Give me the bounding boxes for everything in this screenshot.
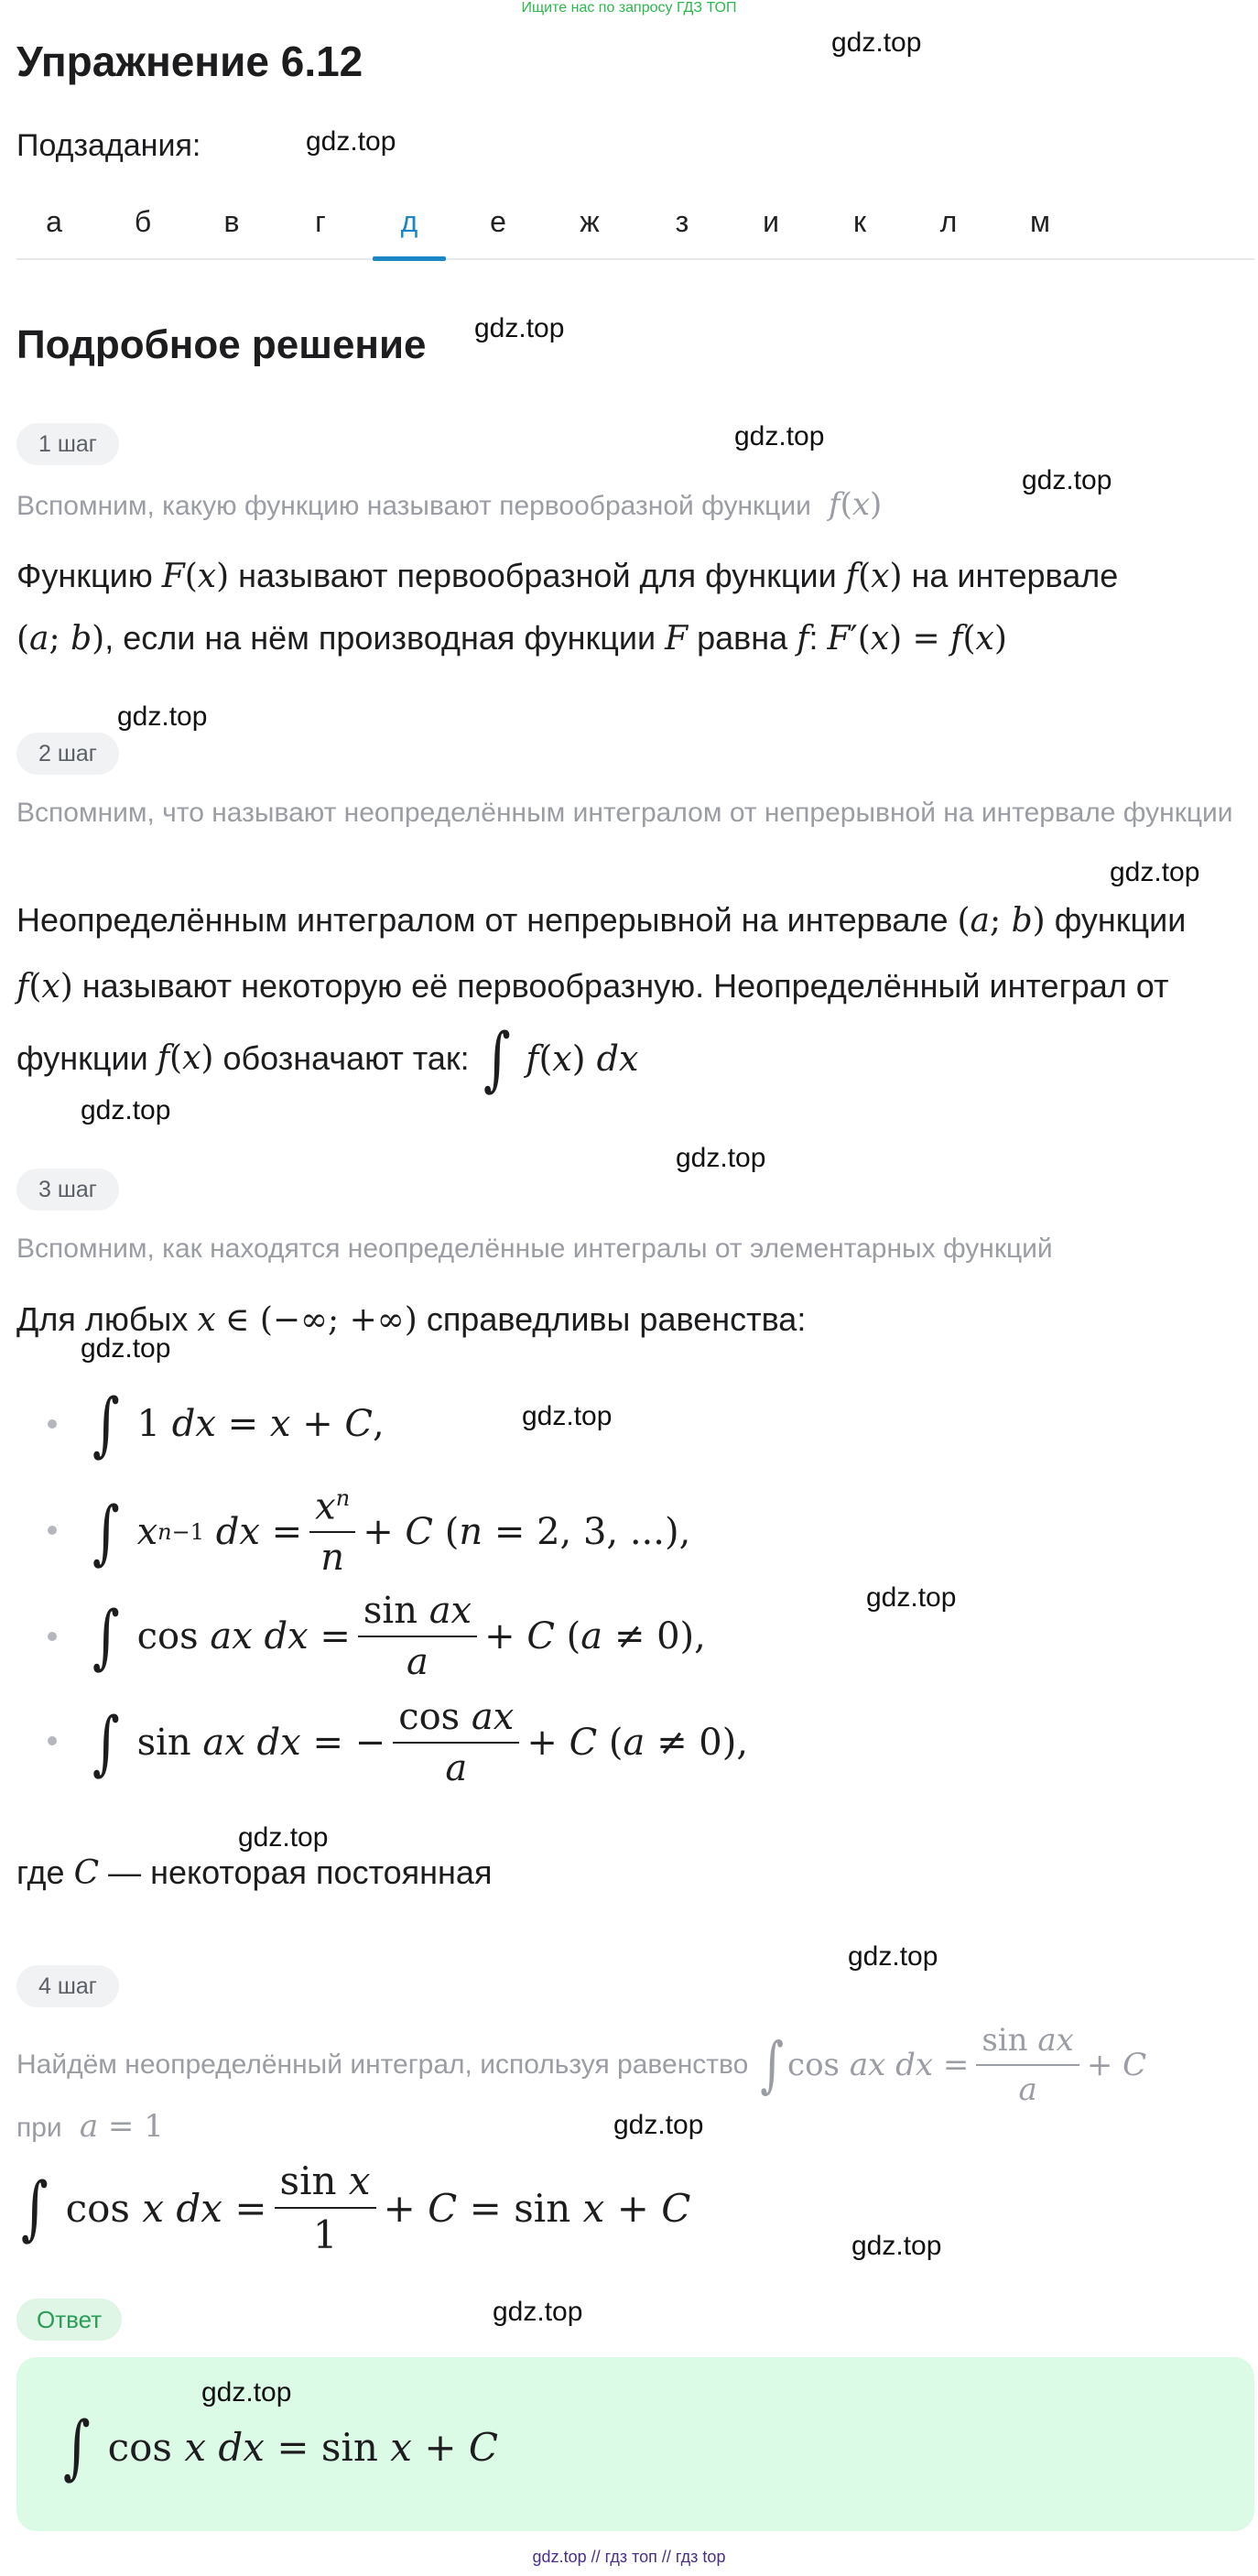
step-badge: 3 шаг	[16, 1168, 119, 1211]
watermark: gdz.top	[676, 1143, 766, 1173]
tab-k[interactable]: к	[853, 205, 866, 238]
tab-zh[interactable]: ж	[580, 205, 600, 238]
step-text: функции f ( x ) обозначают так: ∫ f ( x ) dx	[16, 1017, 639, 1099]
bullet	[48, 1632, 57, 1641]
tab-z[interactable]: з	[675, 205, 689, 238]
watermark: gdz.top	[201, 2377, 292, 2408]
formula-integral-cos: ∫ cos ax dx = $\frac{\text{sin ax}}{a}$ + C ( a ≠ 0),	[92, 1590, 706, 1683]
text: равна	[697, 619, 788, 657]
step-result-formula: ∫ cos x dx = $\frac{\text{sin x}}{1}$ + C = sin x + C	[20, 2158, 691, 2257]
bullet	[48, 1736, 57, 1745]
watermark: gdz.top	[613, 2110, 704, 2140]
tab-l[interactable]: л	[939, 205, 958, 238]
watermark: gdz.top	[866, 1582, 957, 1613]
step-hint: Вспомним, что называют неопределённым интегралом от непрерывной на интервале функции	[16, 798, 1233, 828]
text: называют первообразной для функции	[238, 557, 837, 594]
subtask-tabs	[16, 192, 1254, 260]
step-text: f(x) называют некоторую её первообразную. Неопределённый интеграл от	[16, 967, 1169, 1005]
tab-d[interactable]: д	[373, 205, 446, 239]
text: некоторая постоянная	[150, 1853, 493, 1891]
step-text: (a; b), если на нём производная функции F равна f: F′(x) = f(x)	[16, 619, 1007, 658]
watermark: gdz.top	[851, 2231, 942, 2261]
hint-text: при	[16, 2113, 62, 2143]
watermark: gdz.top	[848, 1941, 938, 1972]
top-banner[interactable]: Ищите нас по запросу ГДЗ ТОП	[521, 0, 737, 16]
tab-m[interactable]: м	[1030, 205, 1050, 238]
watermark: gdz.top	[474, 313, 565, 343]
tab-v[interactable]: в	[223, 205, 240, 238]
step-hint: Вспомним, какую функцию называют первообразной функции f(x)	[16, 486, 883, 523]
text: Функцию	[16, 557, 153, 594]
watermark: gdz.top	[1110, 857, 1200, 887]
bullet	[48, 1526, 57, 1535]
text: называют некоторую её первообразную. Неопределённый интеграл от	[81, 967, 1169, 1005]
text: функции	[1054, 901, 1187, 939]
step-text: Функцию F(x) называют первообразной для функции f(x) на интервале	[16, 557, 1119, 595]
formula-integral-1: ∫ 1 dx = x + C ,	[92, 1383, 385, 1464]
integral-sign: ∫	[483, 1017, 511, 1099]
text: Неопределённым интегралом от непрерывной на интервале	[16, 901, 949, 939]
watermark: gdz.top	[238, 1822, 329, 1853]
answer-formula: ∫ cos x dx = sin x + C	[62, 2406, 499, 2487]
page-title: Упражнение 6.12	[16, 38, 363, 85]
hint-text: Найдём неопределённый интеграл, используя равенство	[16, 2049, 749, 2080]
tab-b[interactable]: б	[134, 205, 152, 238]
footer-links[interactable]: gdz.top // гдз топ // гдз top	[532, 2548, 726, 2566]
step-text: Неопределённым интегралом от непрерывной на интервале (a; b) функции	[16, 901, 1187, 940]
hint-text: Вспомним, какую функцию называют первообразной функции	[16, 491, 811, 521]
step-text: где C — некоторая постоянная	[16, 1853, 493, 1892]
watermark: gdz.top	[81, 1333, 171, 1364]
formula-integral-power: ∫ x n −1 dx = $\frac{x^n}{n}$ + C ( n = 2, 3, ...),	[92, 1484, 691, 1580]
text: справедливы равенства:	[426, 1300, 807, 1338]
watermark: gdz.top	[1022, 465, 1112, 495]
step-badge: 4 шаг	[16, 1965, 119, 2007]
bullet	[48, 1419, 57, 1429]
tab-e[interactable]: е	[490, 205, 506, 238]
step-text: Для любых x ∈ (−∞; +∞) справедливы равенства:	[16, 1300, 807, 1339]
text: обозначают так:	[222, 1039, 470, 1077]
answer-label: Ответ	[16, 2299, 122, 2341]
step-hint: при a = 1	[16, 2108, 164, 2145]
text: , если на нём производная функции	[104, 619, 656, 657]
text: функции	[16, 1039, 148, 1077]
text: Для любых	[16, 1300, 189, 1338]
watermark: gdz.top	[522, 1401, 613, 1431]
text: где	[16, 1853, 65, 1891]
tab-a[interactable]: а	[46, 205, 62, 238]
watermark: gdz.top	[81, 1095, 171, 1125]
step-badge: 1 шаг	[16, 423, 119, 465]
watermark: gdz.top	[117, 701, 208, 732]
watermark: gdz.top	[831, 27, 922, 58]
watermark: gdz.top	[493, 2297, 583, 2327]
formula-integral-sin: ∫ sin ax dx = − $\frac{\text{cos ax}}{a}$ + C ( a ≠ 0),	[92, 1696, 749, 1789]
tab-i[interactable]: и	[763, 205, 779, 238]
step-badge: 2 шаг	[16, 733, 119, 775]
watermark: gdz.top	[306, 126, 396, 157]
text: на интервале	[911, 557, 1119, 594]
step-hint: Найдём неопределённый интеграл, используя равенство ∫ cos ax dx = $\frac{\text{sin ax}}{a}$ + C	[16, 2022, 1147, 2108]
step-hint: Вспомним, как находятся неопределённые интегралы от элементарных функций	[16, 1234, 1053, 1264]
subtasks-label: Подзадания:	[16, 128, 201, 163]
tab-g[interactable]: г	[315, 205, 326, 238]
watermark: gdz.top	[734, 421, 825, 451]
section-title: Подробное решение	[16, 322, 427, 367]
